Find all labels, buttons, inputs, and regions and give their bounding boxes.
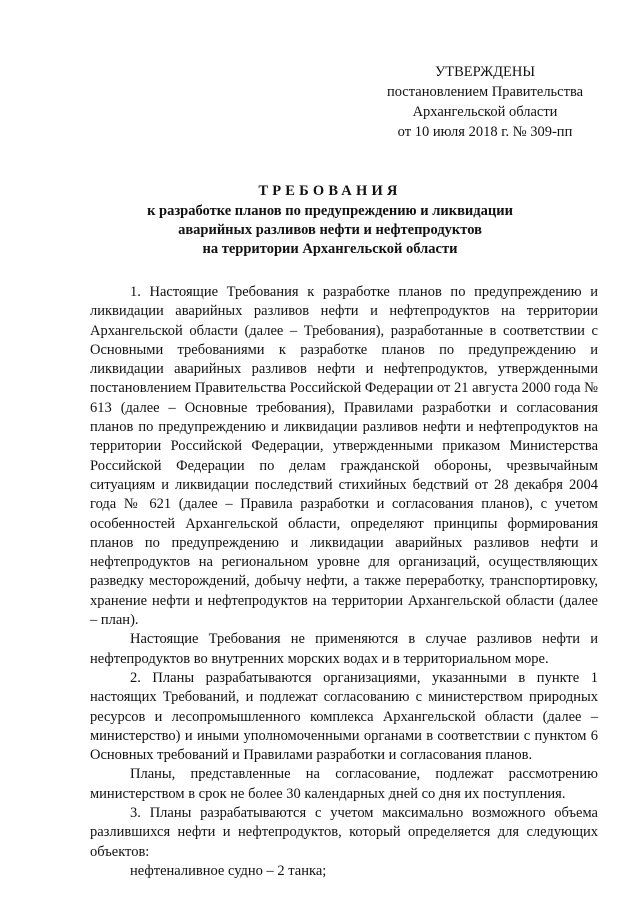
document-subtitle bbox=[60, 202, 600, 259]
approval-line-region: Архангельской области bbox=[412, 104, 558, 120]
approval-line-approved: УТВЕРЖДЕНЫ bbox=[434, 64, 536, 80]
approval-line-resolution: постановлением Правительства bbox=[386, 84, 584, 100]
paragraph-6: нефтеналивное судно – 2 танка; bbox=[130, 862, 327, 879]
subtitle-line-1: к разработке планов по предупреждению и ликвидации bbox=[147, 203, 513, 219]
paragraph-5: 3. Планы разрабатываются с учетом максимально возможного объема разлившихся нефти и нефтепродуктов, который определяется для следующих объектов: bbox=[90, 805, 598, 860]
subtitle-line-3: на территории Архангельской области bbox=[202, 241, 458, 257]
paragraph-2: Настоящие Требования не применяются в случае разливов нефти и нефтепродуктов во внутренних морских водах и в территориальном море. bbox=[90, 631, 598, 667]
document-body bbox=[90, 283, 598, 881]
paragraph-1: 1. Настоящие Требования к разработке планов по предупреждению и ликвидации аварийных разливов нефти и нефтепродуктов на территории Архангельской области (далее – Требования), разработанные в соответствии с Основными требованиями к разработке планов по предупреждению и ликвидации аварийных разливов нефти и нефтепродуктов, утвержденными постановлением Правительства Российской Федерации от 21 августа 2000 года № 613 (далее – Основные требования), Правилами разработки и согласования планов по предупреждению и ликвидации разливов нефти и нефтепродуктов на территории Российской Федерации, утвержденными приказом Министерства Российской Федерации по делам гражданской обороны, чрезвычайным ситуациям и ликвидации последствий стихийных бедствий от 28 декабря 2004 года № 621 (далее – Правила разработки и согласования планов), с учетом особенностей Архангельской области, определяют принципы формирования планов по предупреждению и ликвидации аварийных разливов нефти и нефтепродуктов на региональном уровне для организаций, осуществляющих разведку месторождений, добычу нефти, а также переработку, транспортировку, хранение нефти и нефтепродуктов на территории Архангельской области (далее – план). bbox=[90, 284, 598, 629]
approval-line-date: от 10 июля 2018 г. № 309-пп bbox=[397, 124, 573, 140]
document-title-block bbox=[60, 180, 600, 259]
paragraph-4: Планы, представленные на согласование, подлежат рассмотрению министерством в срок не более 30 календарных дней со дня их поступления. bbox=[90, 766, 598, 802]
document-title: ТРЕБОВАНИЯ bbox=[258, 183, 402, 199]
approval-stamp bbox=[360, 62, 610, 142]
paragraph-3: 2. Планы разрабатываются организациями, указанными в пункте 1 настоящих Требований, и подлежат согласованию с министерством природных ресурсов и лесопромышленного комплекса Архангельской области (далее – министерство) и иными уполномоченными органами в соответствии с пунктом 6 Основных требований и Правилами разработки и согласования планов. bbox=[90, 669, 598, 764]
subtitle-line-2: аварийных разливов нефти и нефтепродуктов bbox=[178, 222, 482, 238]
